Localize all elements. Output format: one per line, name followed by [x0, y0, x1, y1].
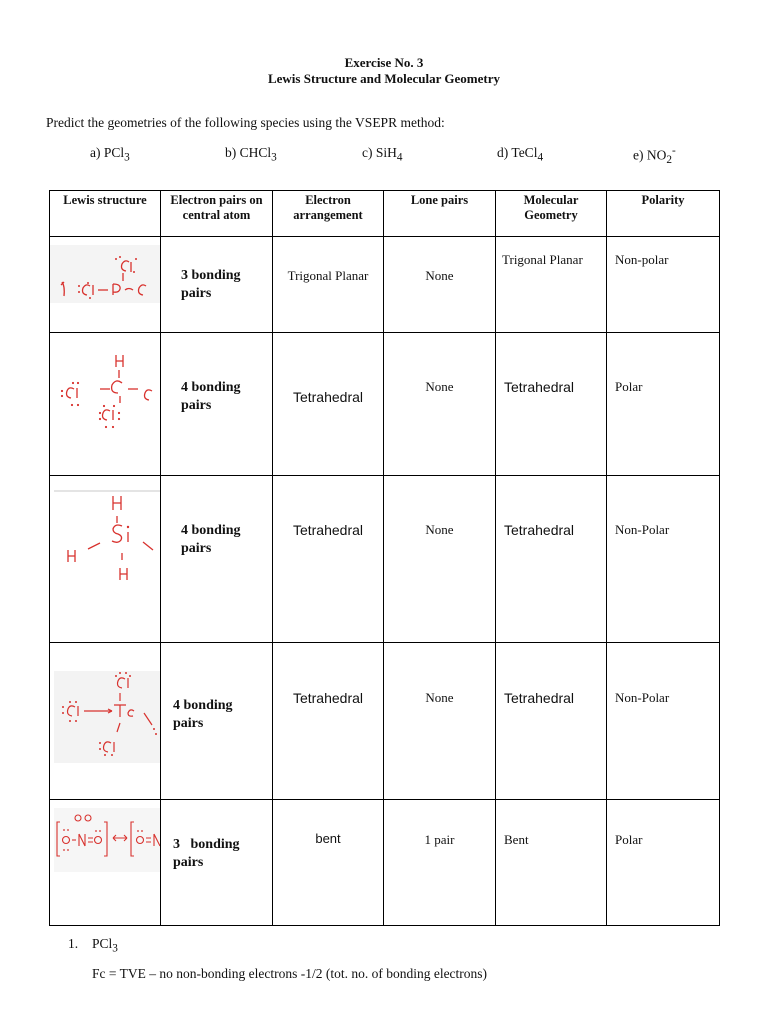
lewis-sketch-image: [50, 643, 160, 794]
geometry-value: Tetrahedral: [504, 379, 575, 395]
geometry-cell: [496, 643, 607, 800]
lone-pairs-value: None: [425, 690, 454, 705]
header-electron-pairs: Electron pairs on central atom: [161, 191, 273, 237]
lewis-structure-chcl3: [50, 333, 161, 476]
header-lewis: Lewis structure: [50, 191, 161, 237]
lewis-sketch-image: [50, 476, 160, 637]
polarity-cell: [607, 800, 720, 926]
polarity-value: Non-Polar: [615, 522, 670, 537]
geometry-cell: [496, 476, 607, 643]
species-b: b) CHCl$_3$: [225, 145, 277, 164]
arrangement-cell: [273, 333, 384, 476]
arrangement-value: Trigonal Planar: [287, 268, 369, 283]
arrangement-cell: [273, 476, 384, 643]
vsepr-table: [49, 190, 720, 926]
geometry-value: Bent: [504, 832, 529, 847]
instructions-text: Predict the geometries of the following species using the VSEPR method:: [46, 115, 445, 130]
electron-pairs-value: 4 bonding pairs: [173, 698, 233, 731]
polarity-cell: [607, 333, 720, 476]
footer-item-number: 1.: [68, 936, 79, 951]
table-row: [50, 333, 720, 476]
geometry-value: Tetrahedral: [504, 522, 575, 538]
arrangement-value: bent: [315, 831, 341, 846]
lone-pairs-value: None: [425, 379, 454, 394]
arrangement-cell: [273, 800, 384, 926]
geometry-cell: [496, 333, 607, 476]
lewis-structure-tecl4: [50, 643, 161, 800]
lone-pairs-cell: [384, 476, 496, 643]
lewis-sketch-image: [50, 237, 160, 327]
electron-pairs-value: 4 bonding pairs: [181, 523, 241, 556]
electron-pairs-cell: [161, 333, 273, 476]
arrangement-cell: [273, 237, 384, 333]
electron-pairs-cell: [161, 643, 273, 800]
electron-pairs-value: 4 bonding pairs: [181, 380, 241, 413]
arrangement-value: Tetrahedral: [292, 690, 364, 706]
lone-pairs-cell: [384, 800, 496, 926]
lone-pairs-cell: [384, 643, 496, 800]
polarity-value: Polar: [615, 379, 643, 394]
geometry-value: Tetrahedral: [504, 690, 575, 706]
species-a: a) PCl$_3$: [90, 145, 130, 164]
arrangement-cell: [273, 643, 384, 800]
exercise-title: Exercise No. 3: [344, 55, 424, 70]
arrangement-value: Tetrahedral: [292, 522, 364, 538]
polarity-cell: [607, 476, 720, 643]
electron-pairs-value: 3 bonding pairs: [181, 268, 241, 301]
electron-pairs-cell: [161, 237, 273, 333]
species-c: c) SiH$_4$: [362, 145, 403, 164]
lone-pairs-value: None: [425, 268, 454, 283]
table-row: [50, 237, 720, 333]
lewis-structure-pcl3: [50, 237, 161, 333]
table-row: [50, 800, 720, 926]
polarity-value: Non-polar: [615, 252, 669, 267]
footer-item-formula: PCl$_3$: [92, 936, 118, 955]
header-molecular-geometry: Molecular Geometry: [496, 191, 607, 237]
header-polarity: Polarity: [607, 191, 720, 237]
arrangement-value: Tetrahedral: [292, 389, 364, 405]
geometry-value: Trigonal Planar: [502, 252, 583, 267]
lewis-sketch-image: [50, 333, 160, 470]
polarity-value: Polar: [615, 832, 643, 847]
lewis-sketch-image: [50, 800, 160, 920]
table-row: [50, 643, 720, 800]
header-lone-pairs: Lone pairs: [384, 191, 496, 237]
lone-pairs-cell: [384, 237, 496, 333]
lewis-structure-no2: [50, 800, 161, 926]
lone-pairs-value: 1 pair: [424, 832, 455, 847]
lone-pairs-value: None: [425, 522, 454, 537]
geometry-cell: [496, 237, 607, 333]
electron-pairs-cell: [161, 800, 273, 926]
lewis-structure-sih4: [50, 476, 161, 643]
species-d: d) TeCl$_4$: [497, 145, 544, 164]
geometry-cell: [496, 800, 607, 926]
polarity-cell: [607, 237, 720, 333]
polarity-cell: [607, 643, 720, 800]
polarity-value: Non-Polar: [615, 690, 670, 705]
lone-pairs-cell: [384, 333, 496, 476]
table-row: [50, 476, 720, 643]
exercise-subtitle: Lewis Structure and Molecular Geometry: [267, 71, 501, 86]
header-electron-arrangement: Electron arrangement: [273, 191, 384, 237]
table-header-row: [50, 191, 720, 237]
electron-pairs-cell: [161, 476, 273, 643]
electron-pairs-value: 3 bonding pairs: [173, 837, 244, 870]
formal-charge-formula: Fc = TVE – no non-bonding electrons -1/2 (tot. no. of bonding electrons): [92, 966, 488, 981]
species-e: e) $NO_2^-$: [633, 145, 676, 167]
